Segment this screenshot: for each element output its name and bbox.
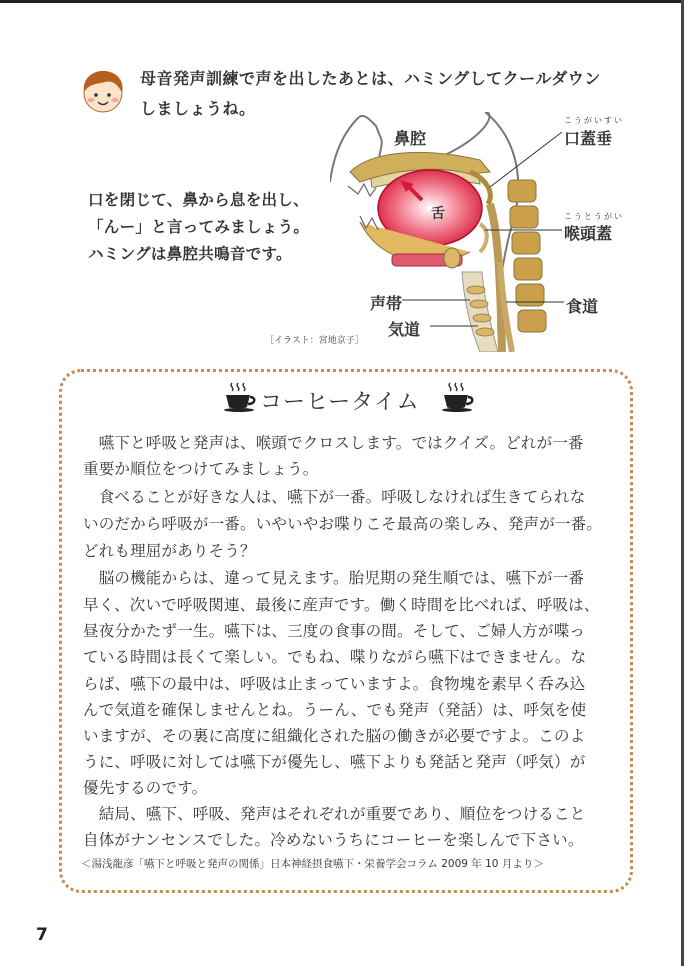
label-trachea: 気道: [388, 320, 421, 339]
body-line-9: ている時間は長くて楽しい。でもね、喋りながら嚥下はできません。な: [83, 648, 587, 666]
body-line-2: 重要か順位をつけてみましょう。: [83, 460, 319, 478]
instruction-line-2: 「んー」と言ってみましょう。: [88, 218, 310, 236]
coffee-cup-icon: [222, 381, 258, 413]
illustration-credit: ［イラスト：宮地京子］: [265, 336, 364, 346]
body-line-5: どれも理屈がありそう？: [83, 542, 256, 560]
label-epiglottis-ruby: こうとうがい: [564, 212, 624, 221]
child-face-icon: [78, 66, 128, 116]
coffee-time-title: コーヒータイム: [260, 390, 420, 415]
body-line-13: うに、呼吸に対しては嚥下が優先し、嚥下よりも発話と発声（呼気）が: [83, 753, 586, 771]
body-line-7: 早く、次いで呼吸関連、最後に産声です。働く時間を比べれば、呼吸は、: [83, 596, 600, 614]
body-line-15: 結局、嚥下、呼吸、発声はそれぞれが重要であり、順位をつけること: [83, 805, 586, 823]
body-line-4: いのだから呼吸が一番。いやいやお喋りこそ最高の楽しみ、発声が一番。: [83, 515, 603, 533]
label-tongue: 舌: [431, 206, 445, 222]
intro-text-line-2: しましょうね。: [140, 99, 256, 118]
body-line-14: 優先するのです。: [83, 779, 208, 797]
body-line-8: 昼夜分かたず一生。嚥下は、三度の食事の間。そして、ご婦人方が喋っ: [83, 622, 586, 640]
label-epiglottis: 喉頭蓋: [564, 224, 613, 243]
instruction-line-3: ハミングは鼻腔共鳴音です。: [88, 245, 292, 263]
label-nasal-cavity: 鼻腔: [394, 129, 427, 148]
body-line-16: 自体がナンセンスでした。冷めないうちにコーヒーを楽しんで下さい。: [83, 831, 584, 849]
body-line-12: いますが、その裏に高度に組織化された脳の働きが必要ですよ。このよ: [83, 727, 586, 745]
label-uvula-ruby: こうがいすい: [564, 116, 624, 125]
citation: ＜湯浅龍彦「嚥下と呼吸と発声の関係」日本神経摂食嚥下・栄養学会コラム 2009 年 10 月より＞: [81, 858, 544, 870]
body-line-6: 脳の機能からは、違って見えます。胎児期の発生順では、嚥下が一番: [83, 569, 585, 587]
top-border-line: [0, 0, 684, 3]
label-vocal-cords: 声帯: [370, 294, 403, 313]
coffee-cup-icon: [440, 381, 476, 413]
body-line-1: 嚥下と呼吸と発声は、喉頭でクロスします。ではクイズ。どれが一番: [83, 434, 584, 452]
instruction-line-1: 口を閉じて、鼻から息を出し、: [88, 191, 309, 209]
body-line-10: らば、嚥下の最中は、呼吸は止まっていますよ。食物塊を素早く呑み込: [83, 675, 586, 693]
page-number: 7: [36, 925, 48, 945]
body-line-3: 食べることが好きな人は、嚥下が一番。呼吸しなければ生きてられな: [83, 488, 586, 506]
label-uvula: 口蓋垂: [564, 129, 613, 148]
intro-text-line-1: 母音発声訓練で声を出したあとは、ハミングしてクールダウン: [140, 69, 601, 88]
body-line-11: んで気道を確保しませんとね。うーん、でも発声（発話）は、呼気を使: [83, 701, 587, 719]
label-esophagus: 食道: [566, 297, 599, 316]
